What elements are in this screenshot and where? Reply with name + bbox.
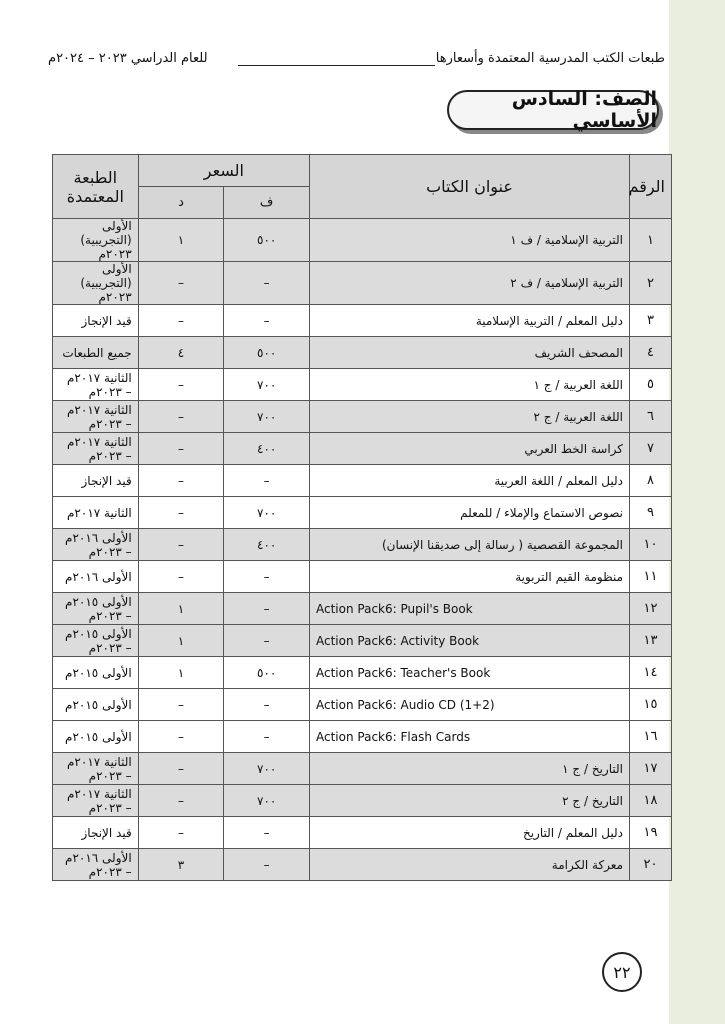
row-number: ٨ — [630, 465, 672, 497]
row-number: ١٣ — [630, 625, 672, 657]
row-number: ١٠ — [630, 529, 672, 561]
row-number: ٥ — [630, 369, 672, 401]
row-price-fils: ٤٠٠ — [224, 529, 310, 561]
row-book-title: كراسة الخط العربي — [310, 433, 630, 465]
row-price-fils: ٧٠٠ — [224, 369, 310, 401]
table-row — [53, 785, 672, 817]
row-book-title: Action Pack6: Flash Cards — [310, 721, 630, 753]
books-table — [52, 154, 672, 881]
table-row — [53, 593, 672, 625]
row-edition: الأولى ٢٠١٥م — [53, 721, 139, 753]
row-price-fils: ٧٠٠ — [224, 785, 310, 817]
row-price-dinar: – — [138, 401, 224, 433]
row-book-title: المصحف الشريف — [310, 337, 630, 369]
row-number: ٧ — [630, 433, 672, 465]
row-book-title: نصوص الاستماع والإملاء / للمعلم — [310, 497, 630, 529]
row-price-dinar: ١ — [138, 625, 224, 657]
row-book-title: التربية الإسلامية / ف ١ — [310, 219, 630, 262]
row-price-fils: – — [224, 625, 310, 657]
row-price-fils: ٧٠٠ — [224, 497, 310, 529]
row-book-title: Action Pack6: Audio CD (1+2) — [310, 689, 630, 721]
header-book-title: عنوان الكتاب — [310, 155, 630, 219]
row-edition: الثانية ٢٠١٧م – ٢٠٢٣م — [53, 401, 139, 433]
header-number: الرقم — [630, 155, 672, 219]
row-price-dinar: ١ — [138, 219, 224, 262]
row-number: ٦ — [630, 401, 672, 433]
row-number: ٣ — [630, 305, 672, 337]
row-book-title: اللغة العربية / ج ٢ — [310, 401, 630, 433]
row-price-dinar: – — [138, 721, 224, 753]
row-edition: جميع الطبعات — [53, 337, 139, 369]
row-number: ٤ — [630, 337, 672, 369]
side-strip — [669, 0, 725, 1024]
row-edition: الأولى ٢٠١٥م — [53, 657, 139, 689]
row-edition: الأولى (التجريبية) ٢٠٢٣م — [53, 262, 139, 305]
row-price-fils: – — [224, 593, 310, 625]
row-number: ١ — [630, 219, 672, 262]
row-price-dinar: – — [138, 262, 224, 305]
table-row — [53, 219, 672, 262]
row-price-fils: – — [224, 849, 310, 881]
table-row — [53, 433, 672, 465]
header-edition: الطبعة المعتمدة — [53, 155, 139, 219]
row-price-fils: – — [224, 561, 310, 593]
row-price-dinar: – — [138, 305, 224, 337]
header-fils: ف — [224, 187, 310, 219]
row-number: ١٤ — [630, 657, 672, 689]
row-edition: الثانية ٢٠١٧م – ٢٠٢٣م — [53, 753, 139, 785]
row-price-dinar: ١ — [138, 657, 224, 689]
row-book-title: منظومة القيم التربوية — [310, 561, 630, 593]
table-row — [53, 305, 672, 337]
row-edition: الأولى ٢٠١٥م – ٢٠٢٣م — [53, 625, 139, 657]
row-edition: الثانية ٢٠١٧م – ٢٠٢٣م — [53, 785, 139, 817]
row-book-title: دليل المعلم / التربية الإسلامية — [310, 305, 630, 337]
table-row — [53, 465, 672, 497]
row-book-title: Action Pack6: Activity Book — [310, 625, 630, 657]
row-edition: الأولى ٢٠١٥م — [53, 689, 139, 721]
table-row — [53, 369, 672, 401]
row-price-dinar: – — [138, 689, 224, 721]
row-edition: قيد الإنجاز — [53, 305, 139, 337]
row-price-dinar: – — [138, 369, 224, 401]
row-book-title: دليل المعلم / اللغة العربية — [310, 465, 630, 497]
row-price-fils: – — [224, 721, 310, 753]
row-number: ١٢ — [630, 593, 672, 625]
row-price-fils: – — [224, 817, 310, 849]
row-price-fils: ٧٠٠ — [224, 401, 310, 433]
row-book-title: معركة الكرامة — [310, 849, 630, 881]
row-price-fils: – — [224, 689, 310, 721]
row-book-title: التاريخ / ج ٢ — [310, 785, 630, 817]
row-book-title: Action Pack6: Teacher's Book — [310, 657, 630, 689]
table-header-row — [53, 155, 672, 187]
row-edition: الأولى ٢٠١٦م – ٢٠٢٣م — [53, 849, 139, 881]
row-edition: الثانية ٢٠١٧م – ٢٠٢٣م — [53, 433, 139, 465]
row-price-fils: ٧٠٠ — [224, 753, 310, 785]
row-number: ١٨ — [630, 785, 672, 817]
row-edition: الأولى ٢٠١٦م — [53, 561, 139, 593]
table-row — [53, 529, 672, 561]
row-price-dinar: – — [138, 753, 224, 785]
row-book-title: اللغة العربية / ج ١ — [310, 369, 630, 401]
row-number: ١٧ — [630, 753, 672, 785]
row-book-title: التربية الإسلامية / ف ٢ — [310, 262, 630, 305]
header-title: طبعات الكتب المدرسية المعتمدة وأسعارها — [435, 51, 665, 66]
page-header — [48, 48, 665, 76]
row-number: ١٥ — [630, 689, 672, 721]
row-number: ١٦ — [630, 721, 672, 753]
row-number: ٢ — [630, 262, 672, 305]
header-rule — [238, 65, 435, 66]
table-row — [53, 625, 672, 657]
table-row — [53, 689, 672, 721]
row-price-fils: ٥٠٠ — [224, 657, 310, 689]
row-edition: الأولى (التجريبية) ٢٠٢٣م — [53, 219, 139, 262]
row-book-title: التاريخ / ج ١ — [310, 753, 630, 785]
header-year: للعام الدراسي ٢٠٢٣ – ٢٠٢٤م — [48, 51, 208, 66]
row-price-fils: ٤٠٠ — [224, 433, 310, 465]
row-price-dinar: ٤ — [138, 337, 224, 369]
table-row — [53, 497, 672, 529]
row-number: ٩ — [630, 497, 672, 529]
row-price-fils: – — [224, 262, 310, 305]
row-number: ١١ — [630, 561, 672, 593]
header-price: السعر — [138, 155, 309, 187]
grade-title: الصف: السادس الأساسي — [447, 90, 659, 130]
row-edition: الثانية ٢٠١٧م – ٢٠٢٣م — [53, 369, 139, 401]
table-row — [53, 753, 672, 785]
row-price-dinar: ١ — [138, 593, 224, 625]
table-row — [53, 657, 672, 689]
table-row — [53, 721, 672, 753]
row-number: ٢٠ — [630, 849, 672, 881]
header-dinar: د — [138, 187, 224, 219]
row-price-dinar: – — [138, 433, 224, 465]
row-price-dinar: – — [138, 465, 224, 497]
table-row — [53, 401, 672, 433]
table-row — [53, 561, 672, 593]
row-edition: قيد الإنجاز — [53, 817, 139, 849]
page-number: ٢٢ — [602, 952, 642, 992]
row-price-fils: – — [224, 305, 310, 337]
row-edition: قيد الإنجاز — [53, 465, 139, 497]
row-edition: الأولى ٢٠١٦م – ٢٠٢٣م — [53, 529, 139, 561]
row-price-dinar: ٣ — [138, 849, 224, 881]
row-book-title: دليل المعلم / التاريخ — [310, 817, 630, 849]
row-book-title: المجموعة القصصية ( رسالة إلى صديقنا الإنسان) — [310, 529, 630, 561]
table-row — [53, 817, 672, 849]
row-price-dinar: – — [138, 561, 224, 593]
row-price-dinar: – — [138, 497, 224, 529]
row-price-fils: – — [224, 465, 310, 497]
table-row — [53, 337, 672, 369]
row-price-dinar: – — [138, 785, 224, 817]
table-row — [53, 849, 672, 881]
row-edition: الأولى ٢٠١٥م – ٢٠٢٣م — [53, 593, 139, 625]
row-price-dinar: – — [138, 817, 224, 849]
row-book-title: Action Pack6: Pupil's Book — [310, 593, 630, 625]
row-price-fils: ٥٠٠ — [224, 219, 310, 262]
row-number: ١٩ — [630, 817, 672, 849]
row-price-fils: ٥٠٠ — [224, 337, 310, 369]
row-price-dinar: – — [138, 529, 224, 561]
row-edition: الثانية ٢٠١٧م — [53, 497, 139, 529]
table-row — [53, 262, 672, 305]
